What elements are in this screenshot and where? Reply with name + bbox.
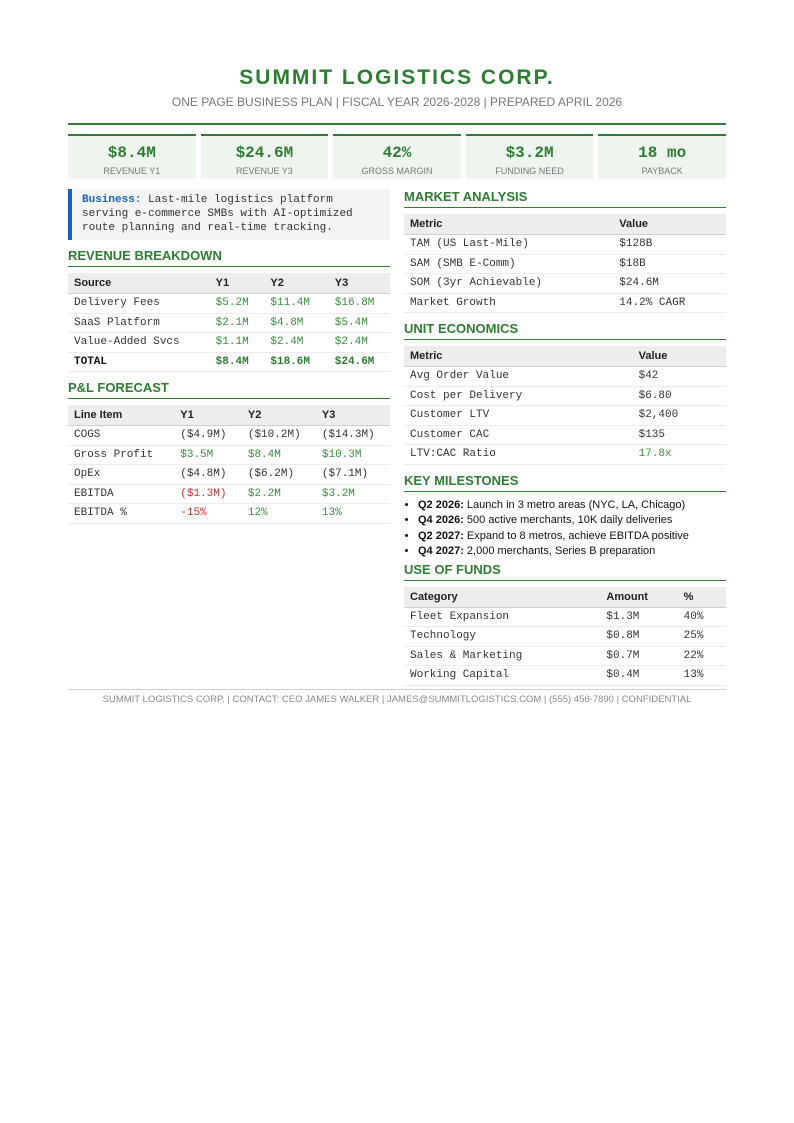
milestones-list	[404, 498, 726, 560]
table-cell: $0.7M	[600, 646, 677, 666]
kpi-value: 42%	[382, 144, 412, 162]
column-header: Metric	[404, 346, 633, 367]
kpi-strip	[68, 134, 726, 179]
table-cell: EBITDA %	[68, 504, 174, 524]
table-cell: $2.2M	[242, 484, 316, 504]
table-cell: OpEx	[68, 465, 174, 485]
kpi-card-revenue-y1	[68, 134, 196, 179]
table-cell: TOTAL	[68, 352, 210, 372]
table-cell: 40%	[678, 607, 726, 627]
kpi-label: REVENUE Y3	[235, 166, 293, 176]
table-cell: SOM (3yr Achievable)	[404, 274, 613, 294]
left-column	[68, 189, 390, 686]
table-cell: ($6.2M)	[242, 465, 316, 485]
table-cell: COGS	[68, 426, 174, 446]
column-header: Y2	[242, 405, 316, 426]
table-row	[404, 646, 726, 666]
table-cell: $1.1M	[210, 333, 265, 353]
page-subtitle: ONE PAGE BUSINESS PLAN | FISCAL YEAR 2026-2028 | PREPARED APRIL 2026	[171, 95, 623, 109]
table-cell: Value-Added Svcs	[68, 333, 210, 353]
business-label: Business:	[82, 194, 142, 206]
table-cell: $0.4M	[600, 666, 677, 686]
page-title: SUMMIT LOGISTICS CORP.	[239, 66, 555, 89]
table-cell: $8.4M	[242, 445, 316, 465]
table-cell: SAM (SMB E-Comm)	[404, 254, 613, 274]
column-header: Value	[613, 214, 726, 235]
table-cell: TAM (US Last-Mile)	[404, 235, 613, 255]
business-text: Last-mile logistics platform serving e-commerce SMBs with AI-optimized route planning and real-time tracking.	[82, 194, 353, 234]
column-header: Amount	[600, 587, 677, 608]
table-cell: ($4.9M)	[174, 426, 242, 446]
table-cell: 14.2% CAGR	[613, 293, 726, 313]
table-cell: ($14.3M)	[316, 426, 390, 446]
table-cell: Sales & Marketing	[404, 646, 600, 666]
table-cell: $2.4M	[329, 333, 390, 353]
table-cell: 22%	[678, 646, 726, 666]
table-cell: Gross Profit	[68, 445, 174, 465]
table-cell: Delivery Fees	[68, 294, 210, 314]
table-header-row	[68, 405, 390, 426]
column-header: Y1	[174, 405, 242, 426]
table-cell: ($7.1M)	[316, 465, 390, 485]
kpi-value: $8.4M	[107, 144, 156, 162]
market-table	[404, 214, 726, 313]
kpi-value: $24.6M	[235, 144, 294, 162]
table-cell: 25%	[678, 627, 726, 647]
table-cell: $2.1M	[210, 313, 265, 333]
kpi-label: GROSS MARGIN	[361, 166, 433, 176]
table-cell: $135	[633, 425, 726, 445]
kpi-card-revenue-y3	[201, 134, 329, 179]
list-item	[418, 529, 726, 545]
table-cell: Working Capital	[404, 666, 600, 686]
table-cell: $10.3M	[316, 445, 390, 465]
revenue-table	[68, 273, 390, 372]
table-row	[68, 313, 390, 333]
table-cell: Cost per Delivery	[404, 386, 633, 406]
milestone-text: Expand to 8 metros, achieve EBITDA positive	[463, 529, 689, 542]
table-cell: $2,400	[633, 406, 726, 426]
table-row	[404, 607, 726, 627]
list-item	[418, 544, 726, 560]
table-cell: $24.6M	[329, 352, 390, 372]
table-cell: -15%	[174, 504, 242, 524]
market-section-title: MARKET ANALYSIS	[404, 189, 726, 208]
table-cell: $18B	[613, 254, 726, 274]
two-column-body	[68, 189, 726, 686]
table-row	[68, 484, 390, 504]
table-cell: $42	[633, 367, 726, 387]
table-row	[68, 426, 390, 446]
kpi-value: $3.2M	[505, 144, 554, 162]
milestone-date: Q2 2026:	[418, 498, 464, 511]
table-cell: ($10.2M)	[242, 426, 316, 446]
table-row	[68, 504, 390, 524]
table-row	[404, 666, 726, 686]
milestone-date: Q4 2026:	[418, 514, 464, 526]
table-cell: $8.4M	[210, 352, 265, 372]
table-cell: $2.4M	[264, 333, 328, 353]
column-header: Metric	[404, 214, 613, 235]
table-row	[404, 254, 726, 274]
table-cell: 12%	[242, 504, 316, 524]
table-cell: $128B	[613, 235, 726, 255]
table-header-row	[404, 587, 726, 608]
column-header: Y3	[316, 405, 390, 426]
table-row	[68, 465, 390, 485]
column-header: Line Item	[68, 405, 174, 426]
right-column	[404, 189, 726, 686]
table-row	[404, 445, 726, 465]
list-item	[418, 513, 726, 529]
milestone-text: 2,000 merchants, Series B preparation	[463, 545, 656, 557]
table-row	[404, 293, 726, 313]
table-cell: SaaS Platform	[68, 313, 210, 333]
business-summary	[68, 189, 390, 240]
page-footer: SUMMIT LOGISTICS CORP. | CONTACT: CEO JAMES WALKER | JAMES@SUMMITLOGISTICS.COM | (555) 456-7890 | CONFIDENTIAL	[68, 689, 726, 705]
milestones-section-title: KEY MILESTONES	[404, 473, 726, 492]
table-row	[68, 333, 390, 353]
table-row	[404, 386, 726, 406]
kpi-label: REVENUE Y1	[103, 166, 161, 176]
kpi-label: PAYBACK	[641, 166, 683, 176]
table-cell: Customer CAC	[404, 425, 633, 445]
table-cell: $5.2M	[210, 294, 265, 314]
table-cell: $16.8M	[329, 294, 390, 314]
table-cell: Customer LTV	[404, 406, 633, 426]
table-cell: $0.8M	[600, 627, 677, 647]
table-row	[404, 274, 726, 294]
table-cell: ($4.8M)	[174, 465, 242, 485]
pl-table	[68, 405, 390, 524]
table-row	[68, 294, 390, 314]
pl-section-title: P&L FORECAST	[68, 380, 390, 399]
table-cell: ($1.3M)	[174, 484, 242, 504]
milestone-date: Q2 2027:	[418, 529, 464, 542]
table-cell: 13%	[678, 666, 726, 686]
table-cell: $4.8M	[264, 313, 328, 333]
table-header-row	[68, 273, 390, 294]
unit-economics-table	[404, 346, 726, 465]
table-cell: 13%	[316, 504, 390, 524]
table-cell: Technology	[404, 627, 600, 647]
header-divider	[68, 123, 726, 125]
column-header: Value	[633, 346, 726, 367]
table-cell: $6.80	[633, 386, 726, 406]
column-header: Y3	[329, 273, 390, 294]
use-of-funds-table	[404, 587, 726, 686]
table-row	[404, 425, 726, 445]
table-row	[404, 367, 726, 387]
table-cell: LTV:CAC Ratio	[404, 445, 633, 465]
table-cell: $1.3M	[600, 607, 677, 627]
table-header-row	[404, 346, 726, 367]
column-header: Y1	[210, 273, 265, 294]
table-cell: EBITDA	[68, 484, 174, 504]
table-header-row	[404, 214, 726, 235]
table-cell: Market Growth	[404, 293, 613, 313]
kpi-value: 18 mo	[638, 144, 687, 162]
revenue-section-title: REVENUE BREAKDOWN	[68, 248, 390, 267]
column-header: Category	[404, 587, 600, 608]
kpi-card-payback	[598, 134, 726, 179]
table-cell: $18.6M	[264, 352, 328, 372]
kpi-card-funding-need	[466, 134, 594, 179]
table-row	[404, 406, 726, 426]
kpi-label: FUNDING NEED	[495, 166, 564, 176]
table-cell: $5.4M	[329, 313, 390, 333]
table-cell: $11.4M	[264, 294, 328, 314]
column-header: %	[678, 587, 726, 608]
column-header: Source	[68, 273, 210, 294]
table-cell: $3.2M	[316, 484, 390, 504]
table-row	[404, 627, 726, 647]
kpi-card-gross-margin	[333, 134, 461, 179]
table-row	[404, 235, 726, 255]
milestone-text: Launch in 3 metro areas (NYC, LA, Chicago)	[463, 498, 686, 511]
use-of-funds-section-title: USE OF FUNDS	[404, 562, 726, 581]
column-header: Y2	[264, 273, 328, 294]
table-cell: $24.6M	[613, 274, 726, 294]
table-cell: Avg Order Value	[404, 367, 633, 387]
unit-economics-section-title: UNIT ECONOMICS	[404, 321, 726, 340]
table-total-row	[68, 352, 390, 372]
table-cell: $3.5M	[174, 445, 242, 465]
table-row	[68, 445, 390, 465]
milestone-text: 500 active merchants, 10K daily deliveries	[463, 514, 673, 526]
business-plan-page	[68, 64, 726, 686]
table-cell: 17.8x	[633, 445, 726, 465]
milestone-date: Q4 2027:	[418, 545, 464, 557]
list-item	[418, 498, 726, 514]
table-cell: Fleet Expansion	[404, 607, 600, 627]
